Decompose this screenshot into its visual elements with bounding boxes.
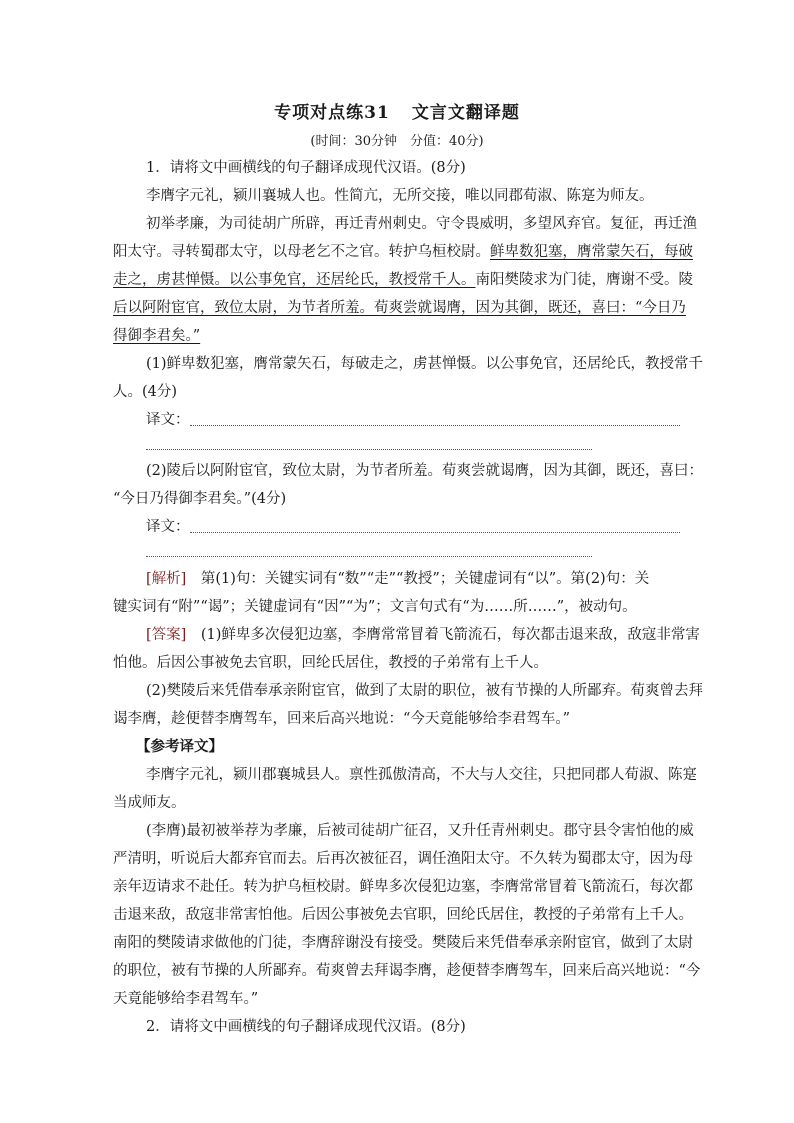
reference-paragraph-2-line-2: 严清明，听说后大都弃官而去。后再次被征召，调任渔阳太守。不久转为蜀郡太守，因为母	[113, 851, 693, 867]
answer-tag: [答案]	[146, 627, 187, 643]
question-1-prompt: 1．请将文中画横线的句子翻译成现代汉语。(8分)	[146, 160, 466, 176]
answer-blank-line	[190, 425, 680, 426]
reference-paragraph-2-line-1: (李膺)最初被举荐为孝廉，后被司徒胡广征召，又升任青州刺史。郡守县令害怕他的威	[146, 823, 694, 839]
answer-text: (1)鲜卑多次侵犯边塞，李膺常常冒着飞箭流石，每次都击退来敌，敌寇非常害	[186, 627, 700, 643]
subquestion-2: (2)陵后以阿附宦官，致位太尉，为节者所羞。荀爽尝就谒膺，因为其御，既还，喜曰：	[146, 463, 704, 479]
reference-paragraph-2-line-5: 南阳的樊陵请求做他的门徒，李膺辞谢没有接受。樊陵后来凭借奉承亲附宦官，做到了太尉	[113, 935, 693, 951]
reference-paragraph-1-line-2: 当成师友。	[113, 795, 186, 811]
answer-blank-line	[146, 449, 592, 450]
analysis-tag: [解析]	[146, 571, 187, 587]
reference-paragraph-2-line-3: 亲年迈请求不赴任。转为护乌桓校尉。鲜卑多次侵犯边塞，李膺常常冒着飞箭流石，每次都	[113, 879, 693, 895]
reference-paragraph-2-line-7: 天竟能够给李君驾车。”	[113, 991, 259, 1007]
translation-label-2: 译文：	[146, 519, 190, 535]
reference-paragraph-1-line-1: 李膺字元礼，颍川郡襄城县人。禀性孤傲清高，不大与人交往，只把同郡人荀淑、陈寔	[146, 767, 697, 783]
subquestion-1: (1)鲜卑数犯塞，膺常蒙矢石，每破走之，虏甚惮慑。以公事免官，还居纶氏，教授常千	[146, 356, 704, 372]
translation-label-1: 译文：	[146, 412, 190, 428]
underlined-sentence-1: 鲜卑数犯塞，膺常蒙矢石，每破	[490, 244, 693, 260]
passage-paragraph-2-line-3	[113, 270, 693, 290]
answer-line-2: 怕他。后因公事被免去官职，回纶氏居住，教授的子弟常有上千人。	[113, 655, 548, 671]
title-series: 专项对点练31	[274, 103, 390, 123]
passage-text: 南阳樊陵求为门徒，膺谢不受。陵	[475, 272, 693, 288]
analysis-line-2: 键实词有“附”“谒”；关键虚词有“因”“为”；文言句式有“为……所……”，被动句。	[113, 599, 637, 615]
underlined-sentence-2: 后以阿附宦官，致位太尉，为节者所羞。荀爽尝就谒膺，因为其御，既还，喜曰：“今日乃	[113, 300, 686, 316]
passage-paragraph-1: 李膺字元礼，颍川襄城人也。性简亢，无所交接，唯以同郡荀淑、陈寔为师友。	[146, 188, 654, 204]
analysis-line-1	[146, 569, 649, 589]
passage-paragraph-2-line-2	[113, 242, 693, 262]
answer-line-1	[146, 625, 700, 645]
reference-paragraph-2-line-4: 击退来敌，敌寇非常害怕他。后因公事被免去官职，回纶氏居住，教授的子弟常有上千人。	[113, 907, 693, 923]
title-topic: 文言文翻译题	[411, 103, 520, 123]
reference-paragraph-2-line-6: 的职位，被有节操的人所鄙弃。荀爽曾去拜谒李膺，趁便替李膺驾车，回来后高兴地说：“今	[113, 963, 701, 979]
answer-2-line-1: (2)樊陵后来凭借奉承亲附宦官，做到了太尉的职位，被有节操的人所鄙弃。荀爽曾去拜	[146, 683, 704, 699]
question-2-prompt: 2．请将文中画横线的句子翻译成现代汉语。(8分)	[146, 1019, 466, 1035]
passage-text: 阳太守。寻转蜀郡太守，以母老乞不之官。转护乌桓校尉。	[113, 244, 490, 260]
subquestion-1-score: 人。(4分)	[113, 384, 178, 400]
answer-2-line-2: 谒李膺，趁便替李膺驾车，回来后高兴地说：“今天竟能够给李君驾车。”	[113, 711, 571, 727]
answer-blank-line	[146, 556, 592, 557]
page-title	[0, 98, 794, 123]
analysis-text: 第(1)句：关键实词有“数”“走”“教授”；关键虚词有“以”。第(2)句：关	[186, 571, 650, 587]
underlined-sentence-1-end: 走之，虏甚惮慑。以公事免官，还居纶氏，教授常千人。	[113, 272, 476, 288]
passage-paragraph-2-line-1: 初举孝廉，为司徒胡广所辟，再迁青州刺史。守令畏威明，多望风弃官。复征，再迁渔	[146, 216, 697, 232]
subquestion-2-score: “今日乃得御李君矣。”(4分)	[113, 491, 287, 507]
answer-blank-line	[190, 532, 680, 533]
time-score-info: (时间：30分钟 分值：40分)	[310, 134, 484, 149]
underlined-sentence-2-end: 得御李君矣。”	[113, 328, 201, 344]
reference-translation-title: 【参考译文】	[136, 738, 223, 755]
